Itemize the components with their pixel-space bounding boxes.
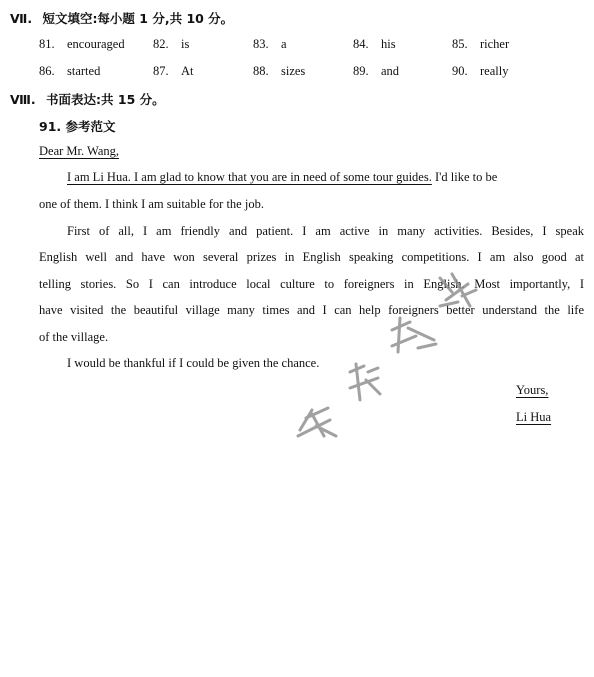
paragraph-3: I would be thankful if I could be given the chance. (67, 356, 320, 370)
answer-85: 85. richer (452, 37, 510, 51)
section-8-numeral: Ⅷ. (10, 92, 36, 107)
paragraph-2-line-5: of the village. (39, 330, 109, 344)
paragraph-2-line-1: First of all, I am friendly and patient. I am active in many activities. Besides, I speak (67, 224, 584, 238)
paragraph-1-underlined: I am Li Hua. I am glad to know that you are in need of some tour guides. (67, 170, 432, 184)
letter-closing: Yours, (516, 383, 549, 397)
answer-84: 84. his (353, 37, 396, 51)
paragraph-1-line-1: I am Li Hua. I am glad to know that you are in need of some tour guides. I'd like to be (67, 170, 498, 184)
answer-90: 90. really (452, 64, 509, 78)
answer-87: 87. At (153, 64, 194, 78)
letter-signature: Li Hua (516, 410, 552, 424)
answer-89: 89. and (353, 64, 400, 78)
answer-83: 83. a (253, 37, 287, 51)
paragraph-2-line-4: have visited the beautiful village many times and I can help foreigners better understand the life (39, 303, 584, 317)
paragraph-1-line-2: one of them. I think I am suitable for the job. (39, 197, 264, 211)
letter-salutation: Dear Mr. Wang, (39, 144, 119, 158)
paragraph-2-line-2: English well and have won several prizes in English speaking competitions. I am also good at (39, 250, 584, 264)
section-8-title: 书面表达:共 15 分。 (46, 92, 165, 107)
answer-81: 81. encouraged (39, 37, 125, 51)
answer-88: 88. sizes (253, 64, 306, 78)
sample-essay-label: 91. 参考范文 (39, 119, 116, 134)
paragraph-2-line-3: telling stories. So I can introduce local culture to foreigners in English. Most importantly, I (39, 277, 584, 291)
section-7-numeral: Ⅶ. (10, 11, 33, 26)
section-7-title: 短文填空:每小题 1 分,共 10 分。 (42, 11, 234, 26)
answer-86: 86. started (39, 64, 101, 78)
answer-82: 82. is (153, 37, 190, 51)
